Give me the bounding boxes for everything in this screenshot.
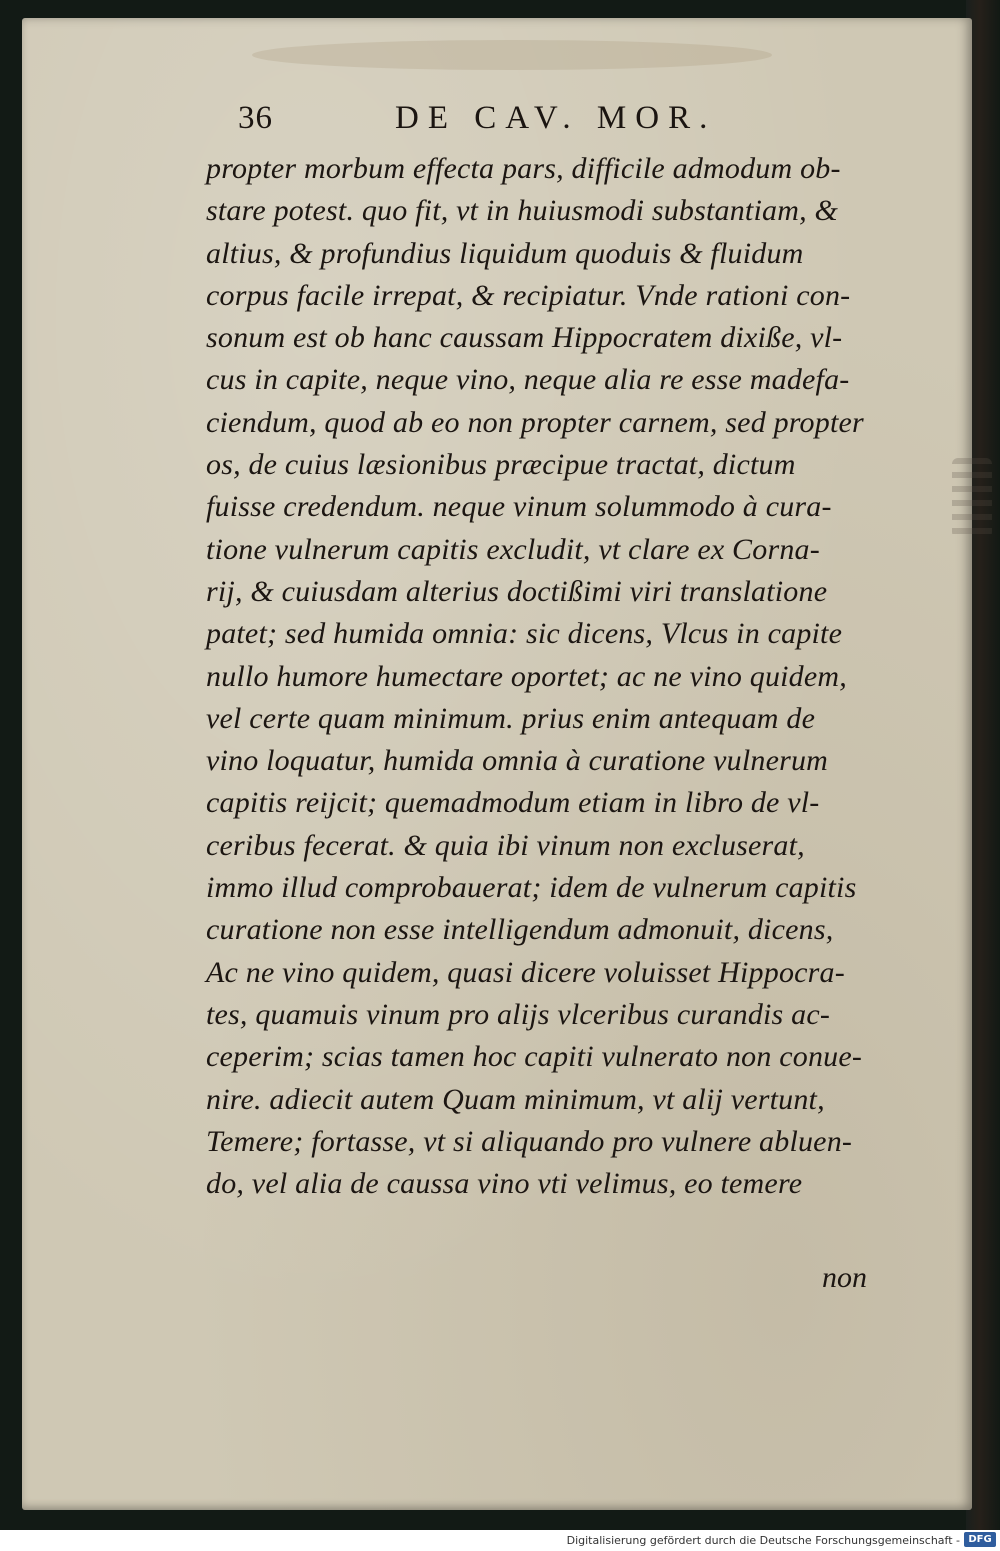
running-head: DE CAV. MOR. — [395, 100, 717, 136]
text-line: altius, & profundius liquidum quoduis & fluidum — [206, 236, 804, 270]
text-line: cus in capite, neque vino, neque alia re esse madefa- — [206, 363, 850, 397]
text-line: curatione non esse intelligendum admonuit, dicens, — [206, 913, 834, 947]
digitization-footer — [0, 1530, 1000, 1551]
page-header — [0, 100, 1000, 144]
text-line: fuisse credendum. neque vinum solummodo à cura- — [206, 490, 832, 524]
page-number: 36 — [238, 100, 273, 136]
text-line: tes, quamuis vinum pro alijs vlceribus curandis ac- — [206, 997, 831, 1031]
text-line: nullo humore humectare oportet; ac ne vino quidem, — [206, 659, 847, 693]
page-stain — [252, 40, 772, 70]
text-line: ciendum, quod ab eo non propter carnem, sed propter — [206, 405, 864, 439]
text-line: patet; sed humida omnia: sic dicens, Vlcus in capite — [206, 617, 843, 651]
text-line: do, vel alia de caussa vino vti velimus, eo temere — [206, 1167, 803, 1201]
text-line: os, de cuius læsionibus præcipue tractat, dictum — [206, 448, 796, 482]
text-line: ceribus fecerat. & quia ibi vinum non excluserat, — [206, 828, 805, 862]
text-line: Ac ne vino quidem, quasi dicere voluisset Hippocra- — [206, 955, 845, 989]
text-line: vel certe quam minimum. prius enim antequam de — [206, 701, 816, 735]
text-line: immo illud comprobauerat; idem de vulnerum capitis — [206, 871, 857, 905]
text-line: vino loquatur, humida omnia à curatione vulnerum — [206, 744, 829, 778]
text-line: ceperim; scias tamen hoc capiti vulnerato non conue- — [206, 1040, 863, 1074]
text-line: sonum est ob hanc caussam Hippocratem dixiße, vl- — [206, 321, 843, 355]
text-line: capitis reijcit; quemadmodum etiam in libro de vl- — [206, 786, 820, 820]
catchword: non — [822, 1261, 867, 1294]
text-line: Temere; fortasse, vt si aliquando pro vulnere abluen- — [206, 1124, 853, 1158]
body-text — [206, 148, 936, 1205]
dfg-logo-icon: DFG — [964, 1532, 996, 1547]
text-line: corpus facile irrepat, & recipiatur. Vnde rationi con- — [206, 278, 851, 312]
text-line: stare potest. quo fit, vt in huiusmodi substantiam, & — [206, 194, 839, 228]
funding-credit: Digitalisierung gefördert durch die Deutsche Forschungsgemeinschaft - — [566, 1534, 960, 1547]
text-line: propter morbum effecta pars, difficile admodum ob- — [206, 152, 841, 185]
text-line: rij, & cuiusdam alterius doctißimi viri translatione — [206, 574, 828, 608]
text-line: tione vulnerum capitis excludit, vt clare ex Corna- — [206, 532, 820, 566]
text-line: nire. adiecit autem Quam minimum, vt alij vertunt, — [206, 1082, 825, 1116]
ink-bleed — [952, 458, 992, 538]
